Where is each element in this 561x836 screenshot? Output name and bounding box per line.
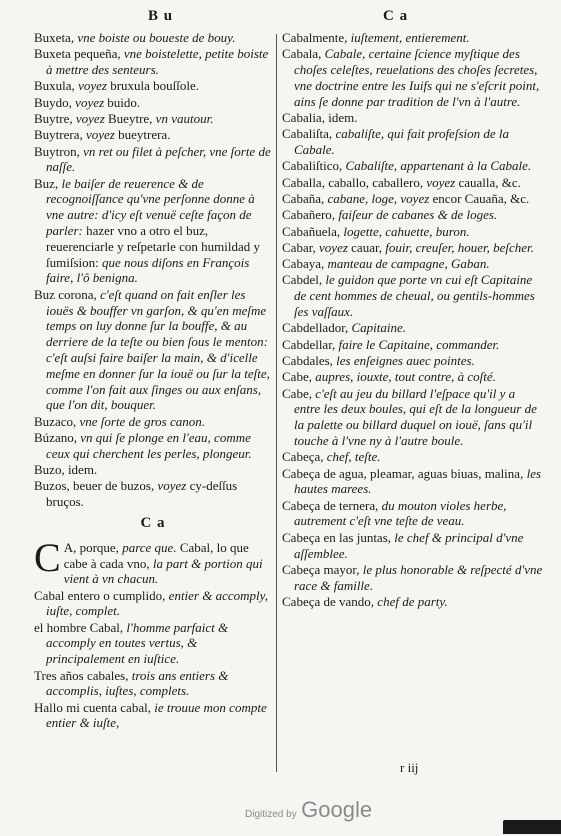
entry-headword: caualla, &c.	[458, 174, 521, 190]
entry-headword: Cabaya,	[282, 256, 328, 272]
dictionary-entry	[282, 466, 544, 498]
entry-gloss: l'homme parfaict & accomply en toutes vertus, & principalement en iuſtice.	[46, 619, 229, 667]
entry-headword: Buzo, idem.	[34, 462, 98, 478]
entry-headword: Cabala,	[282, 46, 325, 62]
dictionary-entry	[34, 30, 272, 46]
watermark-brand: Google	[301, 797, 373, 822]
dictionary-entry	[34, 668, 272, 700]
dictionary-entry	[34, 414, 272, 430]
entry-gloss: logette, cahuette, buron.	[343, 223, 470, 239]
entry-gloss: voyez	[157, 478, 190, 494]
entry-headword: A, porque,	[63, 539, 123, 555]
left-column	[34, 30, 272, 732]
entry-gloss: cabaliſte, qui fait profeſsion de la Cabale.	[294, 126, 509, 158]
digitized-watermark	[245, 797, 372, 823]
entry-headword: Cabeça,	[282, 449, 327, 465]
dictionary-entry	[34, 144, 272, 176]
entry-headword: hazer vno a otro el buz, reuerenciarle y reſpetarle con humildad y ſumiſsion:	[46, 223, 261, 270]
dictionary-entry	[34, 95, 272, 111]
entry-gloss: parce que.	[122, 539, 177, 555]
entry-headword: Cabaliſta,	[282, 126, 336, 142]
entry-headword: Buytron,	[34, 143, 84, 159]
dictionary-entry	[34, 176, 272, 287]
entry-gloss: entier & accomply, iuſte, complet.	[46, 587, 268, 619]
entry-gloss: voyez	[75, 94, 108, 110]
dictionary-entry	[282, 272, 544, 319]
dictionary-entry	[282, 498, 544, 530]
entry-gloss: manteau de campagne, Gaban.	[327, 256, 490, 272]
entry-headword: Cabar,	[282, 239, 320, 255]
entry-gloss: ie trouue mon compte entier & iuſte,	[46, 699, 267, 731]
entry-headword: Cabeça en las juntas,	[282, 529, 395, 545]
dictionary-entry	[282, 530, 544, 562]
entry-headword: cauar,	[351, 239, 386, 255]
entry-gloss: Cabaliſte, appartenant à la Cabale.	[345, 158, 532, 174]
entry-headword: bruxula bouſſole.	[110, 78, 200, 94]
entry-headword: Buxeta pequeña,	[34, 46, 124, 62]
entry-headword: Buydo,	[34, 94, 76, 110]
entry-gloss: Capitaine.	[351, 320, 407, 336]
dictionary-entry	[282, 191, 544, 207]
entry-gloss: Cabale, certaine ſcience myſtique des choſes celeſtes, reuelations des choſes ſecretes, vne doctrine entre les Iuifs qui ne s'eſcrit point, ains ſe donne par tradition de l'vn à l'autre.	[294, 46, 540, 109]
dictionary-entry	[282, 175, 544, 191]
entry-headword: Hallo mi cuenta cabal,	[34, 699, 155, 715]
entry-gloss: fouir, creuſer, houer, beſcher.	[385, 239, 534, 255]
entry-gloss: vne ſorte de gros canon.	[79, 413, 206, 429]
entry-headword: Buxeta,	[34, 30, 78, 45]
entry-headword: Cabdales,	[282, 352, 337, 368]
entry-headword: Cabe,	[282, 369, 316, 385]
entry-gloss: c'eſt quand on fait enſler les iouës & bouffer vn garſon, & qu'en meſme temps on luy donne ſur la bouffe, & au derriere de la teſte ou bien ſous le menton: c'eſt auſsi faire baiſer la main, & d'icelle meſme en donner ſur la iouë ou ſur la teſte, comme l'on fait aux ſinges ou aux enſans, que l'on dit, bouquer.	[46, 286, 270, 413]
entry-headword: buido.	[107, 94, 141, 110]
dictionary-entry	[282, 30, 544, 46]
entry-gloss: c'eſt au jeu du billard l'eſpace qu'il y a entre les deux boules, qui eſt de la longueur de la palette ou billard duquel on iouë, ſans qu'il touche à l'vne ny à l'autre boule.	[294, 385, 537, 448]
entry-headword: Cabañero,	[282, 207, 339, 223]
entry-headword: Cabeça de agua, pleamar, aguas biuas, malina,	[282, 465, 527, 481]
dictionary-entry	[282, 594, 544, 610]
entry-headword: Cabalmente,	[282, 30, 351, 45]
dictionary-entry	[34, 700, 272, 732]
entry-gloss: voyez	[426, 174, 459, 190]
entry-gloss: vn ret ou filet à peſcher, vne ſorte de naſſe.	[46, 143, 271, 175]
running-head-left: B u	[148, 8, 174, 24]
entry-headword: Buz,	[34, 175, 62, 191]
entry-gloss: vne boistelette, petite boiste à mettre des senteurs.	[46, 46, 269, 78]
entry-headword: Buytrera,	[34, 127, 86, 143]
watermark-prefix: Digitized by	[245, 809, 297, 820]
entry-headword: Cabeça de vando,	[282, 593, 378, 609]
dictionary-entry	[282, 369, 544, 385]
dictionary-entry	[282, 256, 544, 272]
entry-headword: encor Cauaña, &c.	[432, 190, 530, 206]
entry-headword: Cabal, lo que cabe à cada vno,	[63, 539, 249, 571]
entry-headword: Cabañuela,	[282, 223, 344, 239]
entry-gloss: chef de party.	[377, 593, 448, 609]
entry-headword: Buzos, beuer de buzos,	[34, 478, 158, 494]
dictionary-entry	[34, 588, 272, 620]
entry-headword: Cabe,	[282, 385, 316, 401]
entry-gloss: vne boiste ou boueste de bouy.	[77, 30, 236, 45]
entry-gloss: le chef & principal d'vne aſſemblee.	[294, 529, 524, 561]
entry-headword: Búzano,	[34, 429, 81, 445]
entry-headword: Cabaña,	[282, 190, 328, 206]
running-head-right: C a	[383, 8, 409, 24]
dictionary-entry	[282, 240, 544, 256]
entry-headword: Cabal entero o cumplido,	[34, 587, 169, 603]
entry-headword: Cabaliſtico,	[282, 158, 346, 174]
entry-gloss: vn qui ſe plonge en l'eau, comme ceux qui cherchent les perles, plongeur.	[46, 429, 252, 461]
entry-headword: Cabdellar,	[282, 336, 339, 352]
dictionary-entry	[282, 207, 544, 223]
dictionary-entry	[282, 110, 544, 126]
right-column	[282, 30, 544, 610]
dictionary-entry	[34, 127, 272, 143]
entry-gloss: le baiſer de reuerence & de recognoiſſance qu'vne perſonne donne à vne autre: d'icy eſt venuë ceſte façon de parler:	[46, 175, 255, 239]
entry-headword: Buz corona,	[34, 286, 101, 302]
entry-gloss: chef, teſte.	[326, 449, 381, 465]
entry-gloss: vn vautour.	[155, 110, 214, 126]
dictionary-entry	[282, 158, 544, 174]
entry-headword: Caballa, caballo, caballero,	[282, 174, 427, 190]
dictionary-entry	[34, 46, 272, 78]
entry-headword: bueytrera.	[118, 127, 171, 143]
dictionary-entry	[282, 337, 544, 353]
entry-gloss: cabane, loge, voyez	[327, 190, 433, 206]
dictionary-entry	[282, 386, 544, 449]
entry-headword: Buxula,	[34, 78, 79, 94]
entry-headword: Cabeça de ternera,	[282, 497, 382, 513]
entry-gloss: voyez	[75, 110, 109, 126]
entry-gloss: la part & portion qui vient à vn chacun.	[63, 555, 263, 587]
dictionary-entry	[282, 224, 544, 240]
section-heading: C a	[140, 514, 166, 531]
entry-headword: Cabdel,	[282, 272, 326, 288]
entry-gloss: le plus honorable & reſpecté d'vne race & famille.	[294, 561, 543, 593]
entry-gloss: que nous diſons en François faire, l'ô benigna.	[46, 254, 250, 286]
dictionary-entry	[282, 449, 544, 465]
signature-mark: r iij	[400, 760, 419, 775]
entry-gloss: voyez	[85, 127, 119, 143]
dictionary-entry	[282, 126, 544, 158]
entry-headword: Tres años cabales,	[34, 667, 132, 683]
entry-headword: Buytre,	[34, 110, 76, 126]
entry-headword: Cabalia, idem.	[282, 109, 358, 125]
entry-gloss: voyez	[78, 78, 111, 94]
entry-gloss: faire le Capitaine, commander.	[338, 336, 500, 352]
entry-headword: Bueytre,	[108, 110, 156, 126]
dictionary-entry	[282, 562, 544, 594]
dictionary-entry	[34, 287, 272, 413]
entry-headword: cy-deſſus bruços.	[46, 478, 238, 510]
entry-gloss: iuſtement, entierement.	[350, 30, 470, 45]
dictionary-entry	[282, 353, 544, 369]
entry-gloss: aupres, iouxte, tout contre, à coſté.	[315, 369, 496, 385]
dictionary-entry	[34, 478, 272, 510]
entry-gloss: les hautes marees.	[294, 465, 542, 497]
entry-gloss: les enſeignes auec pointes.	[336, 352, 475, 368]
drop-capital: C	[34, 534, 61, 580]
dictionary-entry	[34, 620, 272, 667]
dictionary-entry	[282, 320, 544, 336]
column-divider	[276, 34, 277, 772]
dictionary-entry	[34, 462, 272, 478]
entry-gloss: faiſeur de cabanes & de loges.	[338, 207, 498, 223]
entry-headword: Cabdellador,	[282, 320, 352, 336]
entry-gloss: voyez	[319, 239, 352, 255]
dictionary-entry	[34, 111, 272, 127]
page-edge-mark	[503, 820, 561, 834]
dictionary-entry	[34, 78, 272, 94]
entry-headword: el hombre Cabal,	[34, 619, 127, 635]
entry-gloss: trois ans entiers & accomplis, iuſtes, complets.	[46, 667, 229, 699]
entry-gloss: le guidon que porte vn cui eſt Capitaine de cent hommes de cheual, ou gentils-hommes ſes vaſſaux.	[294, 272, 535, 320]
dictionary-entry	[282, 46, 544, 109]
entry-headword: Cabeça mayor,	[282, 561, 363, 577]
dictionary-entry	[34, 430, 272, 462]
dictionary-entry	[34, 534, 272, 587]
entry-gloss: du mouton violes herbe, autrement c'eſt vne teſte de veau.	[294, 497, 507, 529]
entry-headword: Buzaco,	[34, 413, 80, 429]
